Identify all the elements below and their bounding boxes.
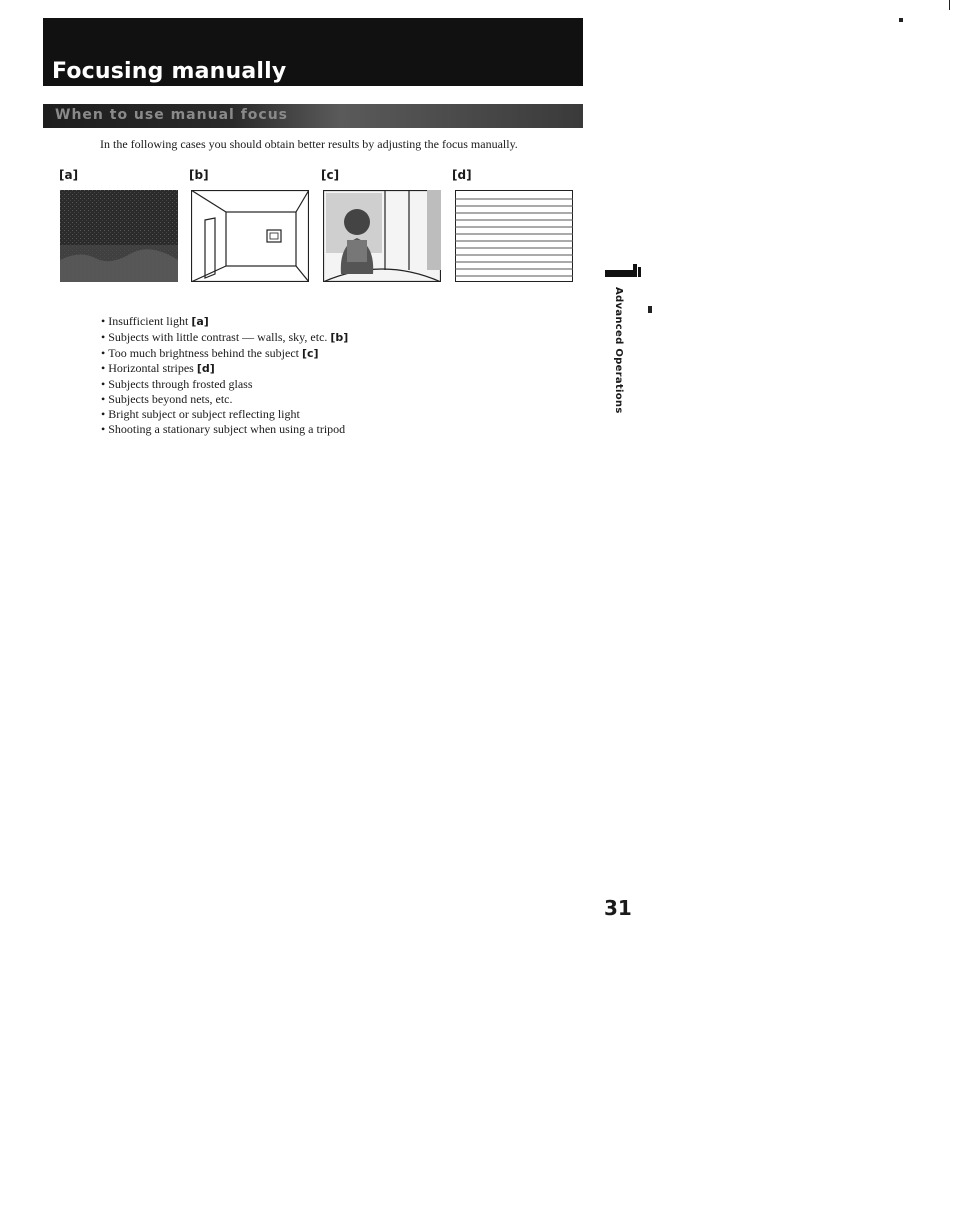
cases-list	[101, 314, 348, 436]
section-heading: When to use manual focus	[55, 107, 288, 123]
side-tab-label: Advanced Operations	[613, 287, 624, 414]
page-title: Focusing manually	[52, 59, 287, 84]
section-banner	[43, 104, 583, 128]
list-item: • Too much brightness behind the subject [c]	[101, 346, 348, 362]
page-number: 31	[604, 896, 632, 920]
figure-label-d: [d]	[452, 168, 472, 182]
intro-text: In the following cases you should obtain better results by adjusting the focus manually.	[100, 137, 518, 151]
side-tab-marker	[605, 264, 643, 278]
list-item: • Shooting a stationary subject when using a tripod	[101, 422, 348, 437]
list-item: • Insufficient light [a]	[101, 314, 348, 330]
list-item: • Subjects beyond nets, etc.	[101, 392, 348, 407]
plain-room-illustration	[191, 190, 309, 282]
scan-mark	[899, 18, 903, 22]
horizontal-stripes-illustration	[455, 190, 573, 282]
backlit-subject-illustration	[323, 190, 441, 282]
list-item: • Bright subject or subject reflecting light	[101, 407, 348, 422]
list-item: • Horizontal stripes [d]	[101, 361, 348, 377]
night-scene-illustration	[60, 190, 178, 282]
figure-label-b: [b]	[189, 168, 209, 182]
list-item: • Subjects with little contrast — walls, sky, etc. [b]	[101, 330, 348, 346]
figure-label-a: [a]	[59, 168, 79, 182]
list-item: • Subjects through frosted glass	[101, 377, 348, 392]
scan-mark	[949, 0, 950, 10]
scan-mark	[648, 306, 652, 313]
title-banner	[43, 18, 583, 86]
figure-label-c: [c]	[321, 168, 340, 182]
